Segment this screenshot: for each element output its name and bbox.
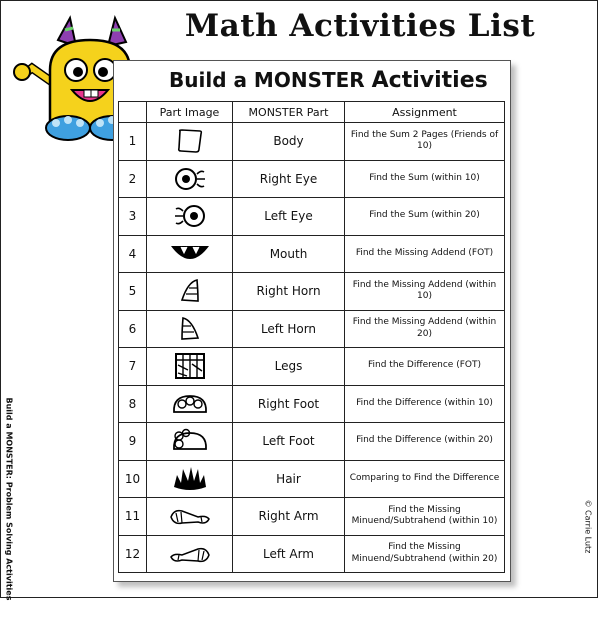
left-foot-icon	[147, 427, 232, 455]
header-monster-part: MONSTER Part	[233, 102, 345, 123]
monster-part: Right Eye	[233, 160, 345, 198]
sheet-title	[169, 68, 509, 93]
part-image-cell	[147, 385, 233, 423]
part-image-cell	[147, 198, 233, 236]
assignment: Find the Missing Minuend/Subtrahend (within 10)	[345, 498, 505, 536]
monster-part: Left Foot	[233, 423, 345, 461]
part-image-cell	[147, 160, 233, 198]
row-number: 8	[119, 385, 147, 423]
row-number: 12	[119, 535, 147, 573]
monster-part: Left Eye	[233, 198, 345, 236]
assignment: Find the Missing Addend (FOT)	[345, 235, 505, 273]
row-number: 3	[119, 198, 147, 236]
assignment: Find the Missing Addend (within 20)	[345, 310, 505, 348]
row-number: 2	[119, 160, 147, 198]
row-number: 4	[119, 235, 147, 273]
table-row	[119, 348, 505, 386]
copyright: © Carrie Lutz	[583, 499, 593, 554]
assignment: Find the Difference (FOT)	[345, 348, 505, 386]
table-row	[119, 123, 505, 161]
part-image-cell	[147, 460, 233, 498]
activities-table	[118, 101, 505, 573]
header-part-image: Part Image	[147, 102, 233, 123]
part-image-cell	[147, 498, 233, 536]
right-horn-icon	[147, 278, 232, 304]
table-row	[119, 460, 505, 498]
table-row	[119, 535, 505, 573]
assignment: Find the Difference (within 20)	[345, 423, 505, 461]
monster-part: Left Horn	[233, 310, 345, 348]
page-title: Math Activities List	[184, 8, 536, 44]
table-row	[119, 273, 505, 311]
part-image-cell	[147, 348, 233, 386]
mouth-icon	[147, 242, 232, 266]
header-number	[119, 102, 147, 123]
activity-sheet	[113, 60, 511, 582]
part-image-cell	[147, 273, 233, 311]
sheet-title-part1: Build a MONSTER	[169, 68, 372, 92]
monster-part: Mouth	[233, 235, 345, 273]
table-row	[119, 498, 505, 536]
monster-part: Legs	[233, 348, 345, 386]
table-row	[119, 198, 505, 236]
row-number: 11	[119, 498, 147, 536]
table-row	[119, 160, 505, 198]
row-number: 6	[119, 310, 147, 348]
table-header-row	[119, 102, 505, 123]
monster-part: Hair	[233, 460, 345, 498]
right-arm-icon	[147, 505, 232, 527]
side-caption-left: Build a MONSTER: Problem Solving Activities	[4, 397, 14, 601]
left-arm-icon	[147, 543, 232, 565]
body-icon	[147, 127, 232, 155]
table-row	[119, 385, 505, 423]
part-image-cell	[147, 123, 233, 161]
assignment: Find the Difference (within 10)	[345, 385, 505, 423]
legs-icon	[147, 351, 232, 381]
part-image-cell	[147, 423, 233, 461]
monster-part: Left Arm	[233, 535, 345, 573]
table-row	[119, 423, 505, 461]
monster-part: Body	[233, 123, 345, 161]
part-image-cell	[147, 535, 233, 573]
assignment: Find the Missing Addend (within 10)	[345, 273, 505, 311]
monster-part: Right Horn	[233, 273, 345, 311]
row-number: 5	[119, 273, 147, 311]
assignment: Find the Sum 2 Pages (Friends of 10)	[345, 123, 505, 161]
hair-icon	[147, 465, 232, 493]
left-horn-icon	[147, 316, 232, 342]
header-assignment: Assignment	[345, 102, 505, 123]
part-image-cell	[147, 235, 233, 273]
row-number: 1	[119, 123, 147, 161]
assignment: Find the Missing Minuend/Subtrahend (within 20)	[345, 535, 505, 573]
monster-part: Right Arm	[233, 498, 345, 536]
row-number: 10	[119, 460, 147, 498]
right-eye-icon	[147, 166, 232, 192]
right-foot-icon	[147, 390, 232, 418]
assignment: Find the Sum (within 10)	[345, 160, 505, 198]
row-number: 9	[119, 423, 147, 461]
table-row	[119, 235, 505, 273]
assignment: Comparing to Find the Difference	[345, 460, 505, 498]
row-number: 7	[119, 348, 147, 386]
left-eye-icon	[147, 203, 232, 229]
sheet-title-part2: Activities	[371, 68, 488, 93]
table-row	[119, 310, 505, 348]
part-image-cell	[147, 310, 233, 348]
monster-part: Right Foot	[233, 385, 345, 423]
assignment: Find the Sum (within 20)	[345, 198, 505, 236]
